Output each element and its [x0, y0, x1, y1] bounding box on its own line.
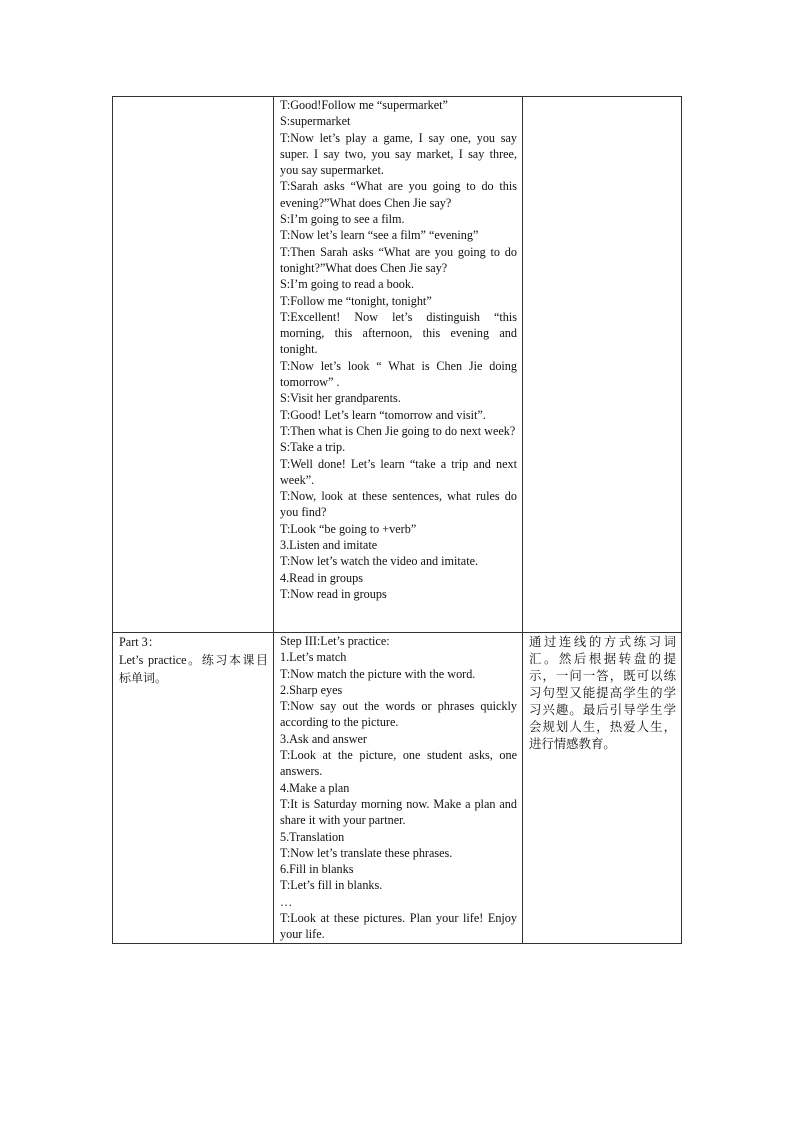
procedure-line: T:Then what is Chen Jie going to do next week? [280, 423, 516, 438]
procedure-line: T:Follow me “tonight, tonight” [280, 293, 432, 308]
procedure-line: T:Excellent! Now let’s distinguish “this morning, this afternoon, this evening and tonight. [280, 309, 517, 357]
procedure-line: S:Visit her grandparents. [280, 391, 401, 406]
procedure-line: T:Look at these pictures. Plan your life! Enjoy your life. [280, 911, 517, 942]
part-cell [113, 97, 274, 633]
procedure-line: T:Now let’s watch the video and imitate. [280, 554, 479, 569]
purpose-cell [523, 97, 682, 633]
procedure-line: T:Let’s fill in blanks. [280, 878, 383, 893]
procedure-line: T:Look “be going to +verb” [280, 521, 417, 536]
procedure-cell [274, 633, 523, 944]
procedure-line: T:Well done! Let’s learn “take a trip and next week”. [280, 456, 517, 487]
procedure-line: T:Now let’s play a game, I say one, you say super. I say two, you say market, I say three, you say supermarket. [280, 130, 517, 178]
procedure-line: Step III:Let’s practice: [280, 634, 390, 648]
procedure-line: T:Look at the picture, one student asks, one answers. [280, 748, 517, 779]
procedure-line: 4.Make a plan [280, 780, 350, 795]
part-description-cn: 练习本课目标单词。 [119, 653, 268, 685]
procedure-line: T:Sarah asks “What are you going to do this evening?”What does Chen Jie say? [280, 179, 517, 210]
table-row [113, 633, 682, 944]
procedure-cell [274, 97, 523, 633]
part-cell [113, 633, 274, 944]
procedure-line: 4.Read in groups [280, 570, 363, 585]
procedure-line: T:Now, look at these sentences, what rules do you find? [280, 489, 517, 520]
procedure-line: T:Now say out the words or phrases quickly according to the picture. [280, 699, 517, 730]
procedure-line: T:Good!Follow me “supermarket” [280, 98, 448, 112]
part-title: Part 3： [119, 635, 160, 649]
procedure-line: 5.Translation [280, 829, 345, 844]
procedure-line: T:Good! Let’s learn “tomorrow and visit”. [280, 407, 486, 422]
procedure-line: T:It is Saturday morning now. Make a plan and share it with your partner. [280, 796, 517, 828]
procedure-line: 2.Sharp eyes [280, 682, 343, 697]
table-row [113, 97, 682, 633]
procedure-line: T:Then Sarah asks “What are you going to do tonight?”What does Chen Jie say? [280, 244, 517, 275]
procedure-line: 3.Ask and answer [280, 731, 367, 746]
procedure-line: S:supermarket [280, 114, 351, 129]
procedure-line: T:Now match the picture with the word. [280, 666, 476, 681]
procedure-line: T:Now let’s look “ What is Chen Jie doing tomorrow” . [280, 358, 517, 390]
procedure-line: 3.Listen and imitate [280, 538, 378, 553]
purpose-cell [523, 633, 682, 944]
procedure-line: T:Now let’s translate these phrases. [280, 845, 453, 860]
lesson-plan-table [112, 96, 682, 944]
procedure-line: S:I’m going to see a film. [280, 212, 405, 227]
part-description [119, 651, 268, 687]
procedure-line: 6.Fill in blanks [280, 862, 354, 877]
procedure-line: S:Take a trip. [280, 440, 346, 455]
procedure-line: T:Now let’s learn “see a film” “evening” [280, 228, 479, 243]
purpose-text: 通过连线的方式练习词汇。然后根据转盘的提示，一问一答，既可以练习句型又能提高学生的学习兴趣。最后引导学生学会规划人生，热爱人生，进行情感教育。 [529, 634, 676, 751]
procedure-line: T:Now read in groups [280, 586, 387, 601]
procedure-line: … [280, 894, 293, 909]
part-description-en: Let’s practice。 [119, 653, 202, 667]
procedure-line: 1.Let’s match [280, 650, 347, 665]
procedure-line: S:I’m going to read a book. [280, 277, 415, 292]
